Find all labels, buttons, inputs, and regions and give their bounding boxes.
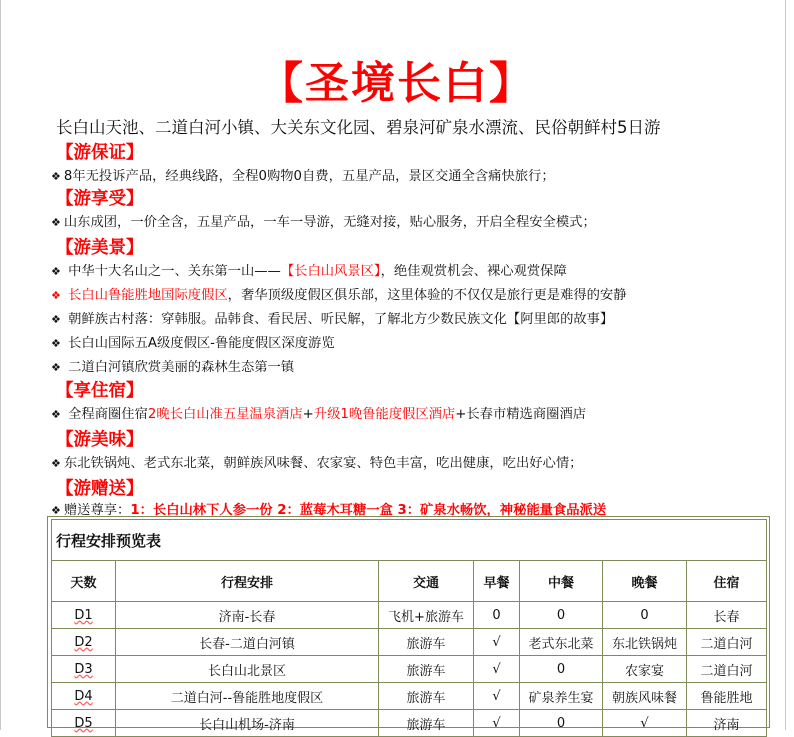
bullet-icon: ❖ <box>51 265 61 278</box>
scenery-text-1a: 中华十大名山之一、关东第一山—— <box>63 264 281 279</box>
scenery-text-5: 二道白河镇欣赏美丽的森林生态第一镇 <box>63 360 295 375</box>
cell-transport: 飞机+旅游车 <box>379 602 474 629</box>
cell-day: D3 <box>52 656 116 683</box>
bullet-icon: ❖ <box>51 408 61 421</box>
scenery-line-3 <box>51 311 613 329</box>
gift-line <box>51 502 606 520</box>
bullet-icon: ❖ <box>51 361 61 374</box>
cell-lunch: 0 <box>520 656 603 683</box>
header-breakfast: 早餐 <box>474 561 520 602</box>
cell-lunch: 老式东北菜 <box>520 629 603 656</box>
cell-itinerary: 济南-长春 <box>116 602 379 629</box>
cell-breakfast: √ <box>474 710 520 737</box>
cell-transport: 旅游车 <box>379 710 474 737</box>
cell-lunch: 0 <box>520 710 603 737</box>
enjoy-line <box>51 214 596 232</box>
cell-breakfast: √ <box>474 629 520 656</box>
table-header-row <box>52 561 767 602</box>
cell-itinerary: 二道白河--鲁能胜地度假区 <box>116 683 379 710</box>
table-caption: 行程安排预览表 <box>52 520 767 561</box>
cell-dinner: 东北铁锅炖 <box>603 629 687 656</box>
food-text: 东北铁锅炖、老式东北菜，朝鲜族风味餐、农家宴、特色丰富，吃出健康，吃出好心情； <box>63 456 583 471</box>
scenery-text-2b: ，奢华顶级度假区俱乐部，这里体验的不仅仅是旅行更是难得的安静 <box>227 288 627 303</box>
section-heading-enjoy: 【游享受】 <box>56 189 144 209</box>
header-itinerary: 行程安排 <box>116 561 379 602</box>
section-heading-gift: 【游赠送】 <box>56 479 144 499</box>
cell-day: D1 <box>52 602 116 629</box>
gift-text-a: 赠送尊享： <box>63 503 131 518</box>
cell-dinner: 朝族风味餐 <box>603 683 687 710</box>
cell-lodging: 二道白河 <box>687 656 767 683</box>
cell-lodging: 长春 <box>687 602 767 629</box>
stay-text-e: +长春市精选商圈酒店 <box>455 407 587 422</box>
header-lodging: 住宿 <box>687 561 767 602</box>
cell-lunch: 0 <box>520 602 603 629</box>
header-lunch: 中餐 <box>520 561 603 602</box>
stay-highlight-luneng-hotel: 升级1晚鲁能度假区酒店 <box>313 407 456 422</box>
header-transport: 交通 <box>379 561 474 602</box>
cell-transport: 旅游车 <box>379 629 474 656</box>
cell-itinerary: 长春-二道白河镇 <box>116 629 379 656</box>
cell-transport: 旅游车 <box>379 683 474 710</box>
scenery-text-3: 朝鲜族古村落：穿韩服。品韩食、看民居、听民解，了解北方少数民族文化【阿里郎的故事】 <box>63 312 614 327</box>
cell-day: D5 <box>52 710 116 737</box>
section-heading-stay: 【享住宿】 <box>56 381 144 401</box>
cell-day: D2 <box>52 629 116 656</box>
table-row <box>52 602 767 629</box>
cell-breakfast: √ <box>474 683 520 710</box>
section-heading-scenery: 【游美景】 <box>56 238 144 258</box>
scenery-text-4: 长白山国际五A级度假区-鲁能度假区深度游览 <box>63 336 335 351</box>
cell-itinerary: 长白山机场-济南 <box>116 710 379 737</box>
enjoy-text: 山东成团，一价全含，五星产品，一车一导游，无缝对接，贴心服务，开启全程安全模式； <box>63 215 596 230</box>
itinerary-table <box>51 519 767 737</box>
table-row <box>52 710 767 737</box>
header-day: 天数 <box>52 561 116 602</box>
bullet-icon: ❖ <box>51 216 61 229</box>
cell-itinerary: 长白山北景区 <box>116 656 379 683</box>
table-row <box>52 656 767 683</box>
table-row <box>52 629 767 656</box>
scenery-line-5 <box>51 359 294 377</box>
stay-line <box>51 406 586 424</box>
scenery-text-1c: ，绝佳观赏机会、裸心观赏保障 <box>380 264 567 279</box>
scenery-highlight-changbaishan: 【长白山风景区】 <box>280 264 381 279</box>
header-dinner: 晚餐 <box>603 561 687 602</box>
cell-dinner: 0 <box>603 602 687 629</box>
bullet-icon: ❖ <box>51 504 61 517</box>
cell-breakfast: 0 <box>474 602 520 629</box>
guarantee-line <box>51 168 555 186</box>
bullet-icon: ❖ <box>51 170 61 183</box>
bullet-icon: ❖ <box>51 313 61 326</box>
cell-transport: 旅游车 <box>379 656 474 683</box>
guarantee-text: 8年无投诉产品，经典线路，全程0购物0自费，五星产品，景区交通全含痛快旅行； <box>63 169 555 184</box>
stay-highlight-hot-spring: 2晚长白山准五星温泉酒店 <box>147 407 303 422</box>
cell-lodging: 济南 <box>687 710 767 737</box>
section-heading-guarantee: 【游保证】 <box>56 143 144 163</box>
cell-day: D4 <box>52 683 116 710</box>
gift-items: 1：长白山林下人参一份 2：蓝莓木耳糖一盒 3：矿泉水畅饮，神秘能量食品派送 <box>130 503 607 518</box>
page-subtitle: 长白山天池、二道白河小镇、大关东文化园、碧泉河矿泉水漂流、民俗朝鲜村5日游 <box>56 118 661 137</box>
bullet-icon: ❖ <box>51 337 61 350</box>
bullet-icon: ❖ <box>51 289 61 302</box>
cell-lodging: 二道白河 <box>687 629 767 656</box>
page-title: 【圣境长白】 <box>259 58 535 109</box>
scenery-highlight-luneng: 长白山鲁能胜地国际度假区 <box>63 288 228 303</box>
cell-breakfast: √ <box>474 656 520 683</box>
table-row <box>52 683 767 710</box>
scenery-line-2 <box>51 287 627 305</box>
section-heading-food: 【游美味】 <box>56 430 144 450</box>
food-line <box>51 455 582 473</box>
cell-dinner: √ <box>603 710 687 737</box>
bullet-icon: ❖ <box>51 457 61 470</box>
scenery-line-1 <box>51 263 567 281</box>
cell-lunch: 矿泉养生宴 <box>520 683 603 710</box>
scenery-line-4 <box>51 335 335 353</box>
cell-dinner: 农家宴 <box>603 656 687 683</box>
stay-text-a: 全程商圈住宿 <box>63 407 148 422</box>
cell-lodging: 鲁能胜地 <box>687 683 767 710</box>
stay-text-plus: + <box>302 407 314 422</box>
